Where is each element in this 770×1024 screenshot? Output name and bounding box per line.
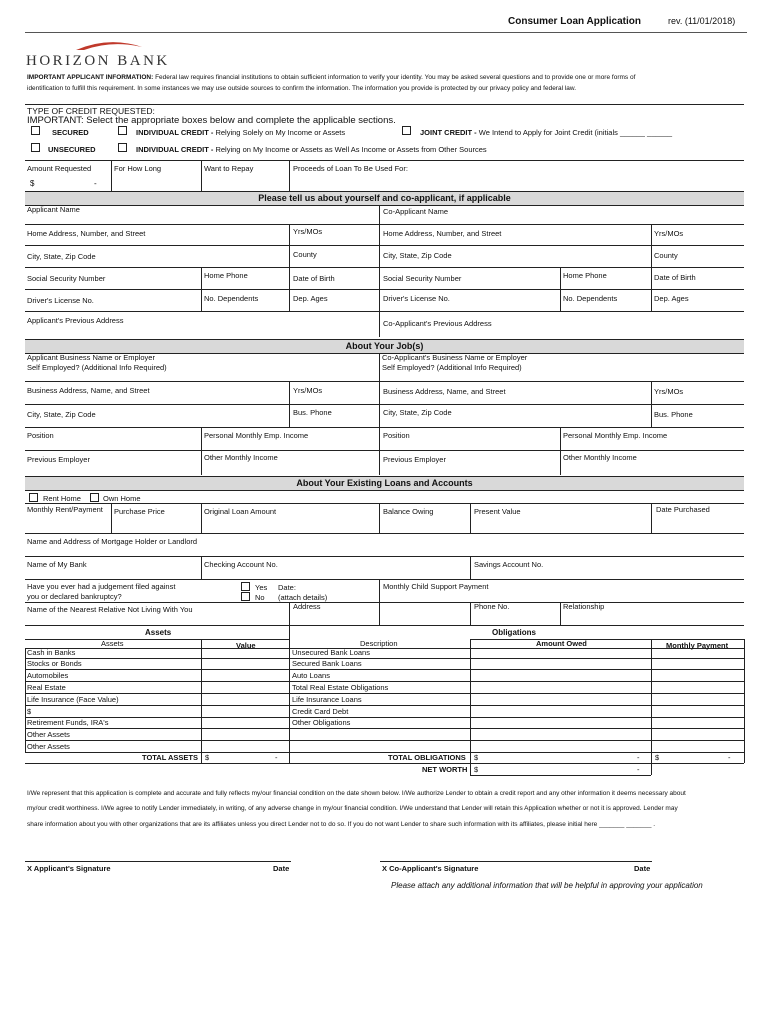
business-address-field[interactable]: Business Address, Name, and Street [27,386,150,395]
applicant-signature-line[interactable] [25,861,291,862]
present-value-field[interactable]: Present Value [474,507,521,516]
business-name-field[interactable]: Applicant Business Name or Employer [27,353,155,362]
proceeds-field[interactable]: Proceeds of Loan To Be Used For: [293,164,408,173]
previous-employer-field[interactable]: Previous Employer [27,455,90,464]
joint-credit-checkbox[interactable] [402,126,411,135]
section-about-you: Please tell us about yourself and co-applicant, if applicable [25,191,744,206]
amount-owed-column-header: Amount Owed [536,639,587,648]
coapplicant-name-field[interactable]: Co-Applicant Name [383,207,449,216]
coapplicant-signature-label: X Co-Applicant's Signature [382,864,479,873]
co-business-phone-field[interactable]: Bus. Phone [654,410,693,419]
net-worth-label: NET WORTH [422,765,468,774]
secured-label: SECURED [52,128,89,137]
relative-phone-field[interactable]: Phone No. [474,602,510,611]
co-other-income-field[interactable]: Other Monthly Income [563,453,637,462]
applicant-signature-label: X Applicant's Signature [27,864,111,873]
dob-field[interactable]: Date of Birth [293,274,335,283]
city-field[interactable]: City, State, Zip Code [27,252,96,261]
how-long-field[interactable]: For How Long [114,164,162,173]
asset-item[interactable]: Stocks or Bonds [27,659,82,668]
header-rule [25,32,747,33]
monthly-rent-field[interactable]: Monthly Rent/Payment [27,505,103,514]
home-yrs-mos-field[interactable]: Yrs/MOs [293,227,323,236]
amount-requested-field[interactable]: Amount Requested [27,164,92,173]
obligation-item[interactable]: Other Obligations [292,718,351,727]
co-position-field[interactable]: Position [383,431,410,440]
description-column-header: Description [360,639,398,648]
child-support-field[interactable]: Monthly Child Support Payment [383,582,489,591]
amount-dash: - [94,179,97,188]
credit-type-title: TYPE OF CREDIT REQUESTED: [27,106,155,116]
original-loan-field[interactable]: Original Loan Amount [204,507,277,516]
checking-account-field[interactable]: Checking Account No. [204,560,278,569]
relative-address-field[interactable]: Address [293,602,321,611]
value-column-header: Value [236,641,256,650]
asset-item[interactable]: Real Estate [27,683,66,692]
certification-text: I/We represent that this application is complete and accurate and fully reflects my/our financial condition on the date shown below. I/We authorize Lender to obtain a credit report and any other information it deems necessary about my/our credit worthiness. I/We agree to notify Lender immediately, in writing, of any adverse change in my/our financial condition. I/We understand that Lender will retain this Application whether or not it is approved. Lender may share information about you with other organizations that are its affiliates unless you direct Lender not to do so. If you do not want Lender to share such information with its affiliates, please initial here _______ _______ . [27,790,686,828]
asset-item[interactable]: Automobiles [27,671,69,680]
business-phone-field[interactable]: Bus. Phone [293,408,332,417]
individual-credit-label: INDIVIDUAL CREDIT - Relying Solely on My Income or Assets [136,128,346,137]
nearest-relative-field[interactable]: Name of the Nearest Relative Not Living With You [27,605,193,614]
judgement-question-line1: Have you ever had a judgement filed against [27,582,176,591]
individual-credit-other-checkbox[interactable] [118,143,127,152]
total-assets-label: TOTAL ASSETS [142,753,198,762]
co-business-city-field[interactable]: City, State, Zip Code [383,408,452,417]
applicant-name-field[interactable]: Applicant Name [27,205,80,214]
credit-type-instruction: IMPORTANT: Select the appropriate boxes below and complete the applicable sections. [27,115,396,126]
attach-information-note: Please attach any additional information that will be helpful in approving your application [391,881,703,890]
total-obligations-dollar: $ [474,753,479,762]
section-existing-loans: About Your Existing Loans and Accounts [25,476,744,491]
asset-item[interactable]: $ [27,707,32,716]
other-income-field[interactable]: Other Monthly Income [204,453,278,462]
co-business-name-field[interactable]: Co-Applicant's Business Name or Employer [382,353,528,362]
co-dob-field[interactable]: Date of Birth [654,273,696,282]
individual-credit-other-label: INDIVIDUAL CREDIT - Relying on My Income or Assets as Well As Income or Assets from Other Sources [136,145,487,154]
asset-item[interactable]: Cash in Banks [27,648,76,657]
co-county-field[interactable]: County [654,251,678,260]
co-home-address-field[interactable]: Home Address, Number, and Street [383,229,502,238]
mortgage-holder-field[interactable]: Name and Address of Mortgage Holder or Landlord [27,537,198,546]
co-business-address-field[interactable]: Business Address, Name, and Street [383,387,506,396]
rent-home-checkbox[interactable] [29,493,38,502]
total-monthly-dollar: $ [655,753,660,762]
co-home-phone-field[interactable]: Home Phone [563,271,607,280]
total-monthly-value[interactable]: - [728,753,731,762]
total-obligations-value[interactable]: - [637,753,640,762]
obligation-item[interactable]: Unsecured Bank Loans [292,648,370,657]
co-self-employed-field[interactable]: Self Employed? (Additional Info Required) [382,363,522,372]
dep-ages-field[interactable]: Dep. Ages [293,294,328,303]
individual-credit-checkbox[interactable] [118,126,127,135]
co-previous-address-field[interactable]: Co-Applicant's Previous Address [383,319,492,328]
net-worth-value[interactable]: - [637,765,640,774]
logo-text: HORIZON BANK [26,53,170,69]
obligations-title: Obligations [492,628,536,637]
horizon-bank-logo [24,38,184,70]
asset-item[interactable]: Retirement Funds, IRA's [27,718,109,727]
home-phone-field[interactable]: Home Phone [204,271,248,280]
co-previous-employer-field[interactable]: Previous Employer [383,455,446,464]
drivers-license-field[interactable]: Driver's License No. [27,296,94,305]
savings-account-field[interactable]: Savings Account No. [474,560,544,569]
judgement-date-field[interactable]: Date: [278,583,296,592]
unsecured-checkbox[interactable] [31,143,40,152]
relationship-field[interactable]: Relationship [563,602,605,611]
net-worth-dollar: $ [474,765,479,774]
amount-dollar: $ [30,179,35,188]
co-ssn-field[interactable]: Social Security Number [383,274,462,283]
previous-address-field[interactable]: Applicant's Previous Address [27,316,124,325]
dependents-field[interactable]: No. Dependents [204,294,259,303]
judgement-yes-checkbox[interactable] [241,582,250,591]
co-home-yrs-mos-field[interactable]: Yrs/MOs [654,229,684,238]
home-address-field[interactable]: Home Address, Number, and Street [27,229,146,238]
obligation-item[interactable]: Secured Bank Loans [292,659,362,668]
co-city-field[interactable]: City, State, Zip Code [383,251,452,260]
monthly-income-field[interactable]: Personal Monthly Emp. Income [204,431,309,440]
coapplicant-signature-line[interactable] [380,861,652,862]
bank-name-field[interactable]: Name of My Bank [27,560,87,569]
revision-date: rev. (11/01/2018) [668,16,736,26]
self-employed-field[interactable]: Self Employed? (Additional Info Required) [27,363,167,372]
total-assets-dollar: $ [205,753,210,762]
co-business-yrs-mos-field[interactable]: Yrs/MOs [654,387,684,396]
coapplicant-date-label: Date [634,864,651,873]
judgement-no-label: No [255,593,265,602]
position-field[interactable]: Position [27,431,54,440]
rent-home-label: Rent Home [43,494,81,503]
obligation-item[interactable]: Credit Card Debt [292,707,349,716]
section-jobs: About Your Job(s) [25,339,744,354]
own-home-label: Own Home [103,494,141,503]
ssn-field[interactable]: Social Security Number [27,274,106,283]
secured-checkbox[interactable] [31,126,40,135]
co-dependents-field[interactable]: No. Dependents [563,294,618,303]
judgement-no-checkbox[interactable] [241,592,250,601]
obligation-item[interactable]: Life Insurance Loans [292,695,362,704]
assets-column-header: Assets [101,639,124,648]
attach-details-label: (attach details) [278,593,328,602]
co-drivers-license-field[interactable]: Driver's License No. [383,294,450,303]
obligation-item[interactable]: Total Real Estate Obligations [292,683,389,692]
own-home-checkbox[interactable] [90,493,99,502]
asset-item[interactable]: Life Insurance (Face Value) [27,695,119,704]
co-dep-ages-field[interactable]: Dep. Ages [654,294,689,303]
date-purchased-field[interactable]: Date Purchased [656,505,710,514]
balance-owing-field[interactable]: Balance Owing [383,507,434,516]
business-yrs-mos-field[interactable]: Yrs/MOs [293,386,323,395]
total-assets-value[interactable]: - [275,753,278,762]
joint-credit-label: JOINT CREDIT - We Intend to Apply for Joint Credit (initials ______ ______ [420,128,673,137]
monthly-payment-column-header: Monthly Payment [666,641,729,650]
obligation-item[interactable]: Auto Loans [292,671,330,680]
business-city-field[interactable]: City, State, Zip Code [27,410,96,419]
applicant-date-label: Date [273,864,290,873]
important-info-line1: IMPORTANT APPLICANT INFORMATION: Federal law requires financial institutions to obtain sufficient information to verify your identity. You may be asked several questions and to provide one or more forms of [27,74,636,81]
purchase-price-field[interactable]: Purchase Price [114,507,165,516]
asset-item[interactable]: Other Assets [27,742,70,751]
unsecured-label: UNSECURED [48,145,96,154]
total-obligations-label: TOTAL OBLIGATIONS [388,753,466,762]
asset-item[interactable]: Other Assets [27,730,70,739]
want-to-repay-field[interactable]: Want to Repay [204,164,254,173]
county-field[interactable]: County [293,250,317,259]
important-info-line2: identification to fulfill this requirement. In some instances we may use outside sources to confirm the information. The information you provide is protected by our privacy policy and federal law. [27,85,577,92]
assets-title: Assets [145,628,172,637]
judgement-question-line2: you or declared bankruptcy? [27,592,122,601]
form-title: Consumer Loan Application [508,16,641,27]
judgement-yes-label: Yes [255,583,268,592]
co-monthly-income-field[interactable]: Personal Monthly Emp. Income [563,431,668,440]
